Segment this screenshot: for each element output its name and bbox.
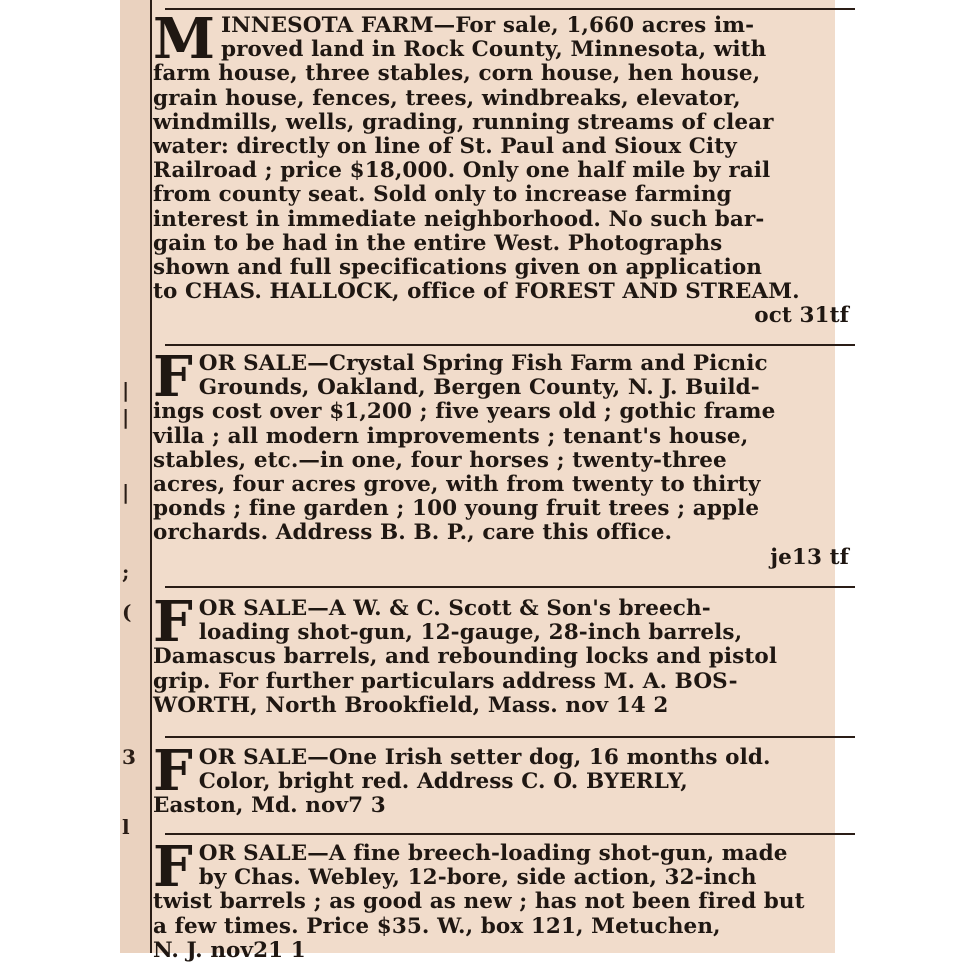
adjacent-column-edge	[120, 0, 152, 953]
drop-cap: M	[153, 6, 215, 72]
ad-line: a few times. Price $35. W., box 121, Metuchen,	[153, 913, 721, 939]
insertion-code: je13 tf	[770, 544, 849, 570]
ad-line: interest in immediate neighborhood. No such bar-	[153, 206, 765, 232]
edge-mark: (	[122, 600, 132, 624]
ad-line: N. J. nov21 1	[153, 937, 306, 963]
ad-line: twist barrels ; as good as new ; has not been fired but	[153, 889, 805, 915]
ad-line: OR SALE—One Irish setter dog, 16 months old.	[198, 745, 771, 770]
drop-cap: F	[153, 834, 193, 900]
ad-line: stables, etc.—in one, four horses ; twenty-three	[153, 447, 727, 473]
ad-line: from county seat. Sold only to increase farming	[153, 182, 732, 208]
edge-mark: ;	[122, 560, 130, 584]
ad-line: WORTH, North Brookfield, Mass. nov 14 2	[153, 692, 669, 718]
ad-line: OR SALE—Crystal Spring Fish Farm and Picnic	[198, 351, 768, 376]
edge-mark: 3	[122, 745, 136, 769]
ad-line: ings cost over $1,200 ; five years old ; gothic frame	[153, 399, 776, 425]
ad-line: villa ; all modern improvements ; tenant's house,	[153, 423, 749, 449]
ad-line: by Chas. Webley, 12-bore, side action, 32-inch	[198, 865, 757, 891]
ad-line: to CHAS. HALLOCK, office of FOREST AND STREAM.	[153, 279, 800, 305]
ad-crystal-spring-farm	[153, 344, 853, 570]
drop-cap: F	[153, 344, 193, 410]
ad-line: OR SALE—A fine breech-loading shot-gun, made	[198, 841, 788, 866]
ad-line: grain house, fences, trees, windbreaks, elevator,	[153, 85, 741, 111]
ad-scott-shotgun	[153, 589, 853, 718]
ad-line: shown and full specifications given on application	[153, 255, 763, 281]
column-rule	[165, 344, 855, 346]
edge-mark: |	[122, 378, 130, 402]
ad-line: Grounds, Oakland, Bergen County, N. J. Build-	[198, 375, 760, 401]
column-rule	[165, 833, 855, 835]
ad-line: Easton, Md. nov7 3	[153, 793, 386, 819]
ad-line: acres, four acres grove, with from twenty to thirty	[153, 472, 761, 498]
column-rule	[165, 586, 855, 588]
edge-mark: l	[122, 815, 130, 839]
ad-irish-setter	[153, 738, 853, 819]
ad-line: OR SALE—A W. & C. Scott & Son's breech-	[198, 596, 711, 621]
classified-column	[153, 0, 853, 963]
ad-line: Damascus barrels, and rebounding locks and pistol	[153, 644, 778, 670]
ad-line: Color, bright red. Address C. O. BYERLY,	[198, 769, 688, 795]
ad-line: INNESOTA FARM—For sale, 1,660 acres im-	[221, 13, 755, 38]
ad-line: Railroad ; price $18,000. Only one half mile by rail	[153, 158, 771, 184]
ad-line: orchards. Address B. B. P., care this office.	[153, 520, 673, 546]
drop-cap: F	[153, 738, 193, 804]
column-rule	[165, 8, 855, 10]
column-rule	[165, 736, 855, 738]
ad-line: ponds ; fine garden ; 100 young fruit trees ; apple	[153, 496, 760, 522]
ad-line: loading shot-gun, 12-gauge, 28-inch barrels,	[198, 620, 743, 646]
ad-webley-shotgun	[153, 834, 853, 963]
edge-mark: |	[122, 480, 130, 504]
edge-mark: |	[122, 405, 130, 429]
ad-line: proved land in Rock County, Minnesota, with	[221, 37, 767, 63]
ad-line: farm house, three stables, corn house, hen house,	[153, 61, 761, 87]
newspaper-clipping	[120, 0, 849, 963]
ad-line: water: directly on line of St. Paul and Sioux City	[153, 134, 737, 160]
drop-cap: F	[153, 589, 193, 655]
ad-line: gain to be had in the entire West. Photographs	[153, 230, 723, 256]
ad-line: windmills, wells, grading, running streams of clear	[153, 109, 774, 135]
insertion-code: oct 31tf	[754, 303, 849, 329]
ad-minnesota-farm	[153, 6, 853, 329]
ad-line: grip. For further particulars address M. A. BOS-	[153, 668, 738, 694]
